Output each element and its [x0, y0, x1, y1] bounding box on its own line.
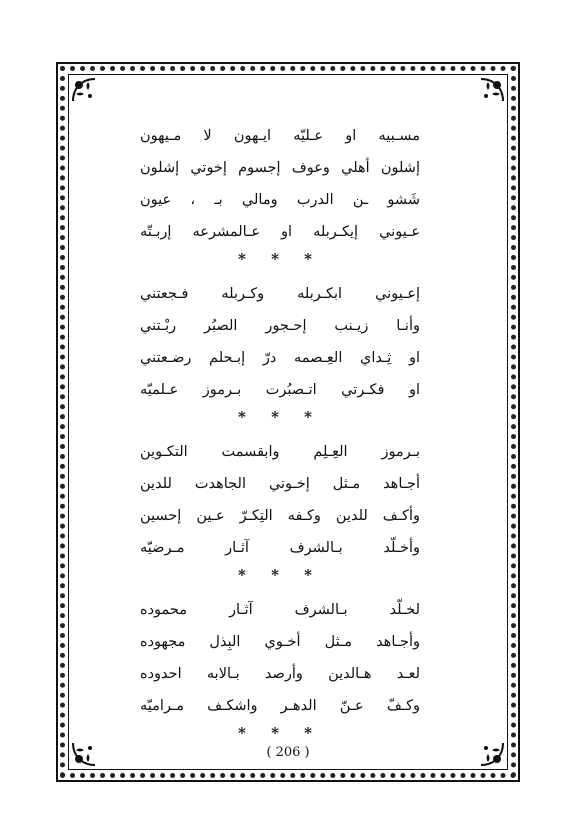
- poem-line: او ثِـداي العِـصمه درّ إبـحلم رضـعتني: [140, 350, 420, 366]
- stanza-divider: * * *: [238, 408, 322, 426]
- poem-line: مسـبيه او عـليّه ايـهون لا مـيهون: [140, 128, 420, 144]
- stanza-divider: * * *: [238, 724, 322, 742]
- page-number: ( 206 ): [266, 745, 310, 760]
- poem-line: إعـيوني ابكـربله وكـربله فـجعتني: [140, 286, 420, 302]
- poem-line: لعـد هـالدين وأرصد بـالابه احدوده: [140, 666, 420, 682]
- poem-line: أجـاهد مـثل إخـوتي الجاهدت للدين: [140, 476, 420, 492]
- poem-line: وأخـلّد بـالشرف آثـار مـرضيّه: [140, 540, 420, 556]
- poem-line: إشلون أهلي وعوف إجسوم إخوتي إشلون: [140, 160, 420, 176]
- poem-line: لخـلّد بـالشرف آثـار محموده: [140, 602, 420, 618]
- poem-line: وأكـف للدين وكـفه التِكـرّ عـين إحسين: [140, 508, 420, 524]
- poem-line: وأجـاهد مـثل أخـوي البِذل مجهوده: [140, 634, 420, 650]
- poem-line: وكـفّ عـنّ الدهـر واشكـف مـراميّه: [140, 698, 420, 714]
- stanza-divider: * * *: [238, 566, 322, 584]
- poem-line: بـرموز العِـلِم وابقسمت التكـوين: [140, 444, 420, 460]
- poem-line: عـيوني إيكـربله او عـالمشرعه إربـتّه: [140, 224, 420, 240]
- poem-body: [140, 120, 420, 744]
- poem-line: وأنـا زيـنب إحـجور الصبُر ربْـتني: [140, 318, 420, 334]
- corner-ornament-icon: [478, 76, 506, 104]
- poem-line: او فكـرتي اتـصبُرت بـرموز عـلميّه: [140, 382, 420, 398]
- poem-line: شَشو ـن الدرب ومالي بـ ، عيون: [140, 192, 420, 208]
- stanza-divider: * * *: [238, 250, 322, 268]
- corner-ornament-icon: [70, 76, 98, 104]
